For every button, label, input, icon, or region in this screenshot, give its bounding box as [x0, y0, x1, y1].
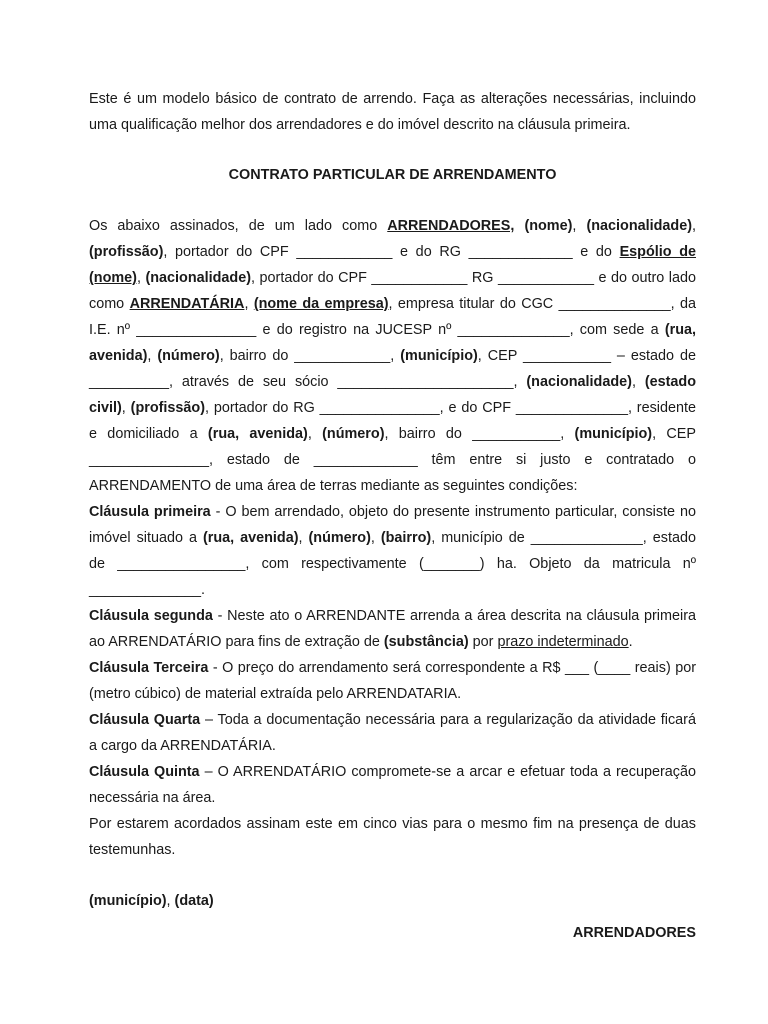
- text-run: ,: [166, 893, 175, 909]
- clause-5-label: Cláusula Quinta: [89, 764, 200, 780]
- placeholder-municipio: (município): [400, 348, 478, 364]
- closing-paragraph: [89, 811, 696, 863]
- clause-2-paragraph: [89, 603, 696, 655]
- arrendataria-label: ARRENDATÁRIA: [129, 296, 245, 312]
- spacer: [89, 863, 696, 888]
- placeholder-nome-empresa: (nome da empresa): [253, 296, 389, 312]
- intro-text: Este é um modelo básico de contrato de arrendo. Faça as alterações necessárias, incluindo uma qualificação melhor dos arrendadores e do imóvel descrito na cláusula primeira.: [89, 91, 696, 133]
- text-run: , portador do CPF ____________ e do RG _____________ e do: [163, 244, 620, 260]
- text-run: ,: [147, 348, 158, 364]
- text-run: , CEP _______________, estado de _____________ têm entre si justo e contratado o ARRENDAMENTO de uma área de terras mediante as seguintes condições:: [89, 426, 696, 494]
- placeholder-profissao: (profissão): [89, 244, 164, 260]
- text-run: , bairro do ____________,: [219, 348, 401, 364]
- arrendadores-label: ARRENDADORES,: [387, 218, 515, 234]
- contract-document: [89, 86, 696, 946]
- text-run: ,: [370, 530, 381, 546]
- spacer: [89, 188, 696, 213]
- placeholder-nacionalidade: (nacionalidade): [526, 374, 632, 390]
- espolio-label: Espólio de (nome): [89, 244, 696, 286]
- placeholder-profissao: (profissão): [130, 400, 206, 416]
- clause-4-paragraph: [89, 707, 696, 759]
- placeholder-rua: (rua, avenida): [202, 530, 299, 546]
- spacer: [89, 138, 696, 162]
- placeholder-data: (data): [174, 893, 214, 909]
- parties-paragraph: [89, 213, 696, 499]
- text-run: .: [628, 634, 633, 650]
- placeholder-numero: (número): [157, 348, 220, 364]
- text-run: ,: [121, 400, 131, 416]
- text-run: ,: [692, 218, 697, 234]
- clause-2-label: Cláusula segunda: [89, 608, 213, 624]
- intro-paragraph: [89, 86, 696, 138]
- text-run: - Neste ato o ARRENDANTE arrenda a área descrita na cláusula primeira ao ARRENDATÁRIO para fins de extração de: [89, 608, 696, 650]
- contract-title: CONTRATO PARTICULAR DE ARRENDAMENTO: [228, 167, 557, 183]
- placeholder-municipio: (município): [89, 893, 167, 909]
- text-run: , portador do CPF ____________ RG ____________ e do outro lado como: [89, 270, 696, 312]
- text-run: , bairro do ___________,: [384, 426, 575, 442]
- placeholder-substancia: (substância): [383, 634, 469, 650]
- text-run: ,: [631, 374, 645, 390]
- placeholder-rua: (rua, avenida): [89, 322, 696, 364]
- closing-text: Por estarem acordados assinam este em cinco vias para o mesmo fim na presença de duas testemunhas.: [89, 816, 696, 858]
- placeholder-nacionalidade: (nacionalidade): [145, 270, 252, 286]
- text-run: – O ARRENDATÁRIO compromete-se a arcar e efetuar toda a recuperação necessária na área.: [89, 764, 697, 806]
- text-run: , município de ______________, estado de ________________, com respectivamente (_______) ha. Objeto da matricula nº ______________.: [89, 530, 696, 598]
- placeholder-numero: (número): [308, 530, 371, 546]
- clause-1-paragraph: [89, 499, 696, 603]
- text-run: , portador do RG _______________, e do CPF ______________, residente e domiciliado a: [89, 400, 696, 442]
- placeholder-numero: (número): [322, 426, 385, 442]
- text-run: por: [468, 634, 498, 650]
- text-run: ,: [136, 270, 146, 286]
- text-run: - O bem arrendado, objeto do presente instrumento particular, consiste no imóvel situado a: [89, 504, 696, 546]
- placeholder-nome: (nome): [524, 218, 573, 234]
- placeholder-rua: (rua, avenida): [207, 426, 308, 442]
- arrendadores-signature-label: ARRENDADORES: [572, 925, 696, 941]
- text-run: ,: [244, 296, 254, 312]
- placeholder-nacionalidade: (nacionalidade): [586, 218, 693, 234]
- text-run: Os abaixo assinados, de um lado como: [89, 218, 388, 234]
- placeholder-bairro: (bairro): [380, 530, 432, 546]
- clause-5-paragraph: [89, 759, 696, 811]
- text-run: ,: [298, 530, 309, 546]
- placeholder-estado-civil: (estado civil): [89, 374, 697, 416]
- place-date-line: [89, 888, 696, 914]
- clause-3-paragraph: [89, 655, 696, 707]
- text-run: – Toda a documentação necessária para a regularização da atividade ficará a cargo da ARRENDATÁRIA.: [89, 712, 696, 754]
- clause-1-label: Cláusula primeira: [89, 504, 211, 520]
- prazo-indeterminado: prazo indeterminado: [497, 634, 629, 650]
- text-run: , CEP ___________ – estado de __________, através de seu sócio ______________________,: [89, 348, 696, 390]
- text-run: - O preço do arrendamento será correspondente a R$ ___ (____ reais) por (metro cúbico) de material extraída pelo ARRENDATARIA.: [89, 660, 697, 702]
- text-run: , empresa titular do CGC ______________, da I.E. nº _______________ e do registro na JUCESP nº ______________, com sede a: [89, 296, 696, 338]
- text-run: ,: [307, 426, 323, 442]
- clause-3-label: Cláusula Terceira: [89, 660, 209, 676]
- placeholder-municipio: (município): [574, 426, 653, 442]
- text-run: ,: [572, 218, 587, 234]
- clause-4-label: Cláusula Quarta: [89, 712, 201, 728]
